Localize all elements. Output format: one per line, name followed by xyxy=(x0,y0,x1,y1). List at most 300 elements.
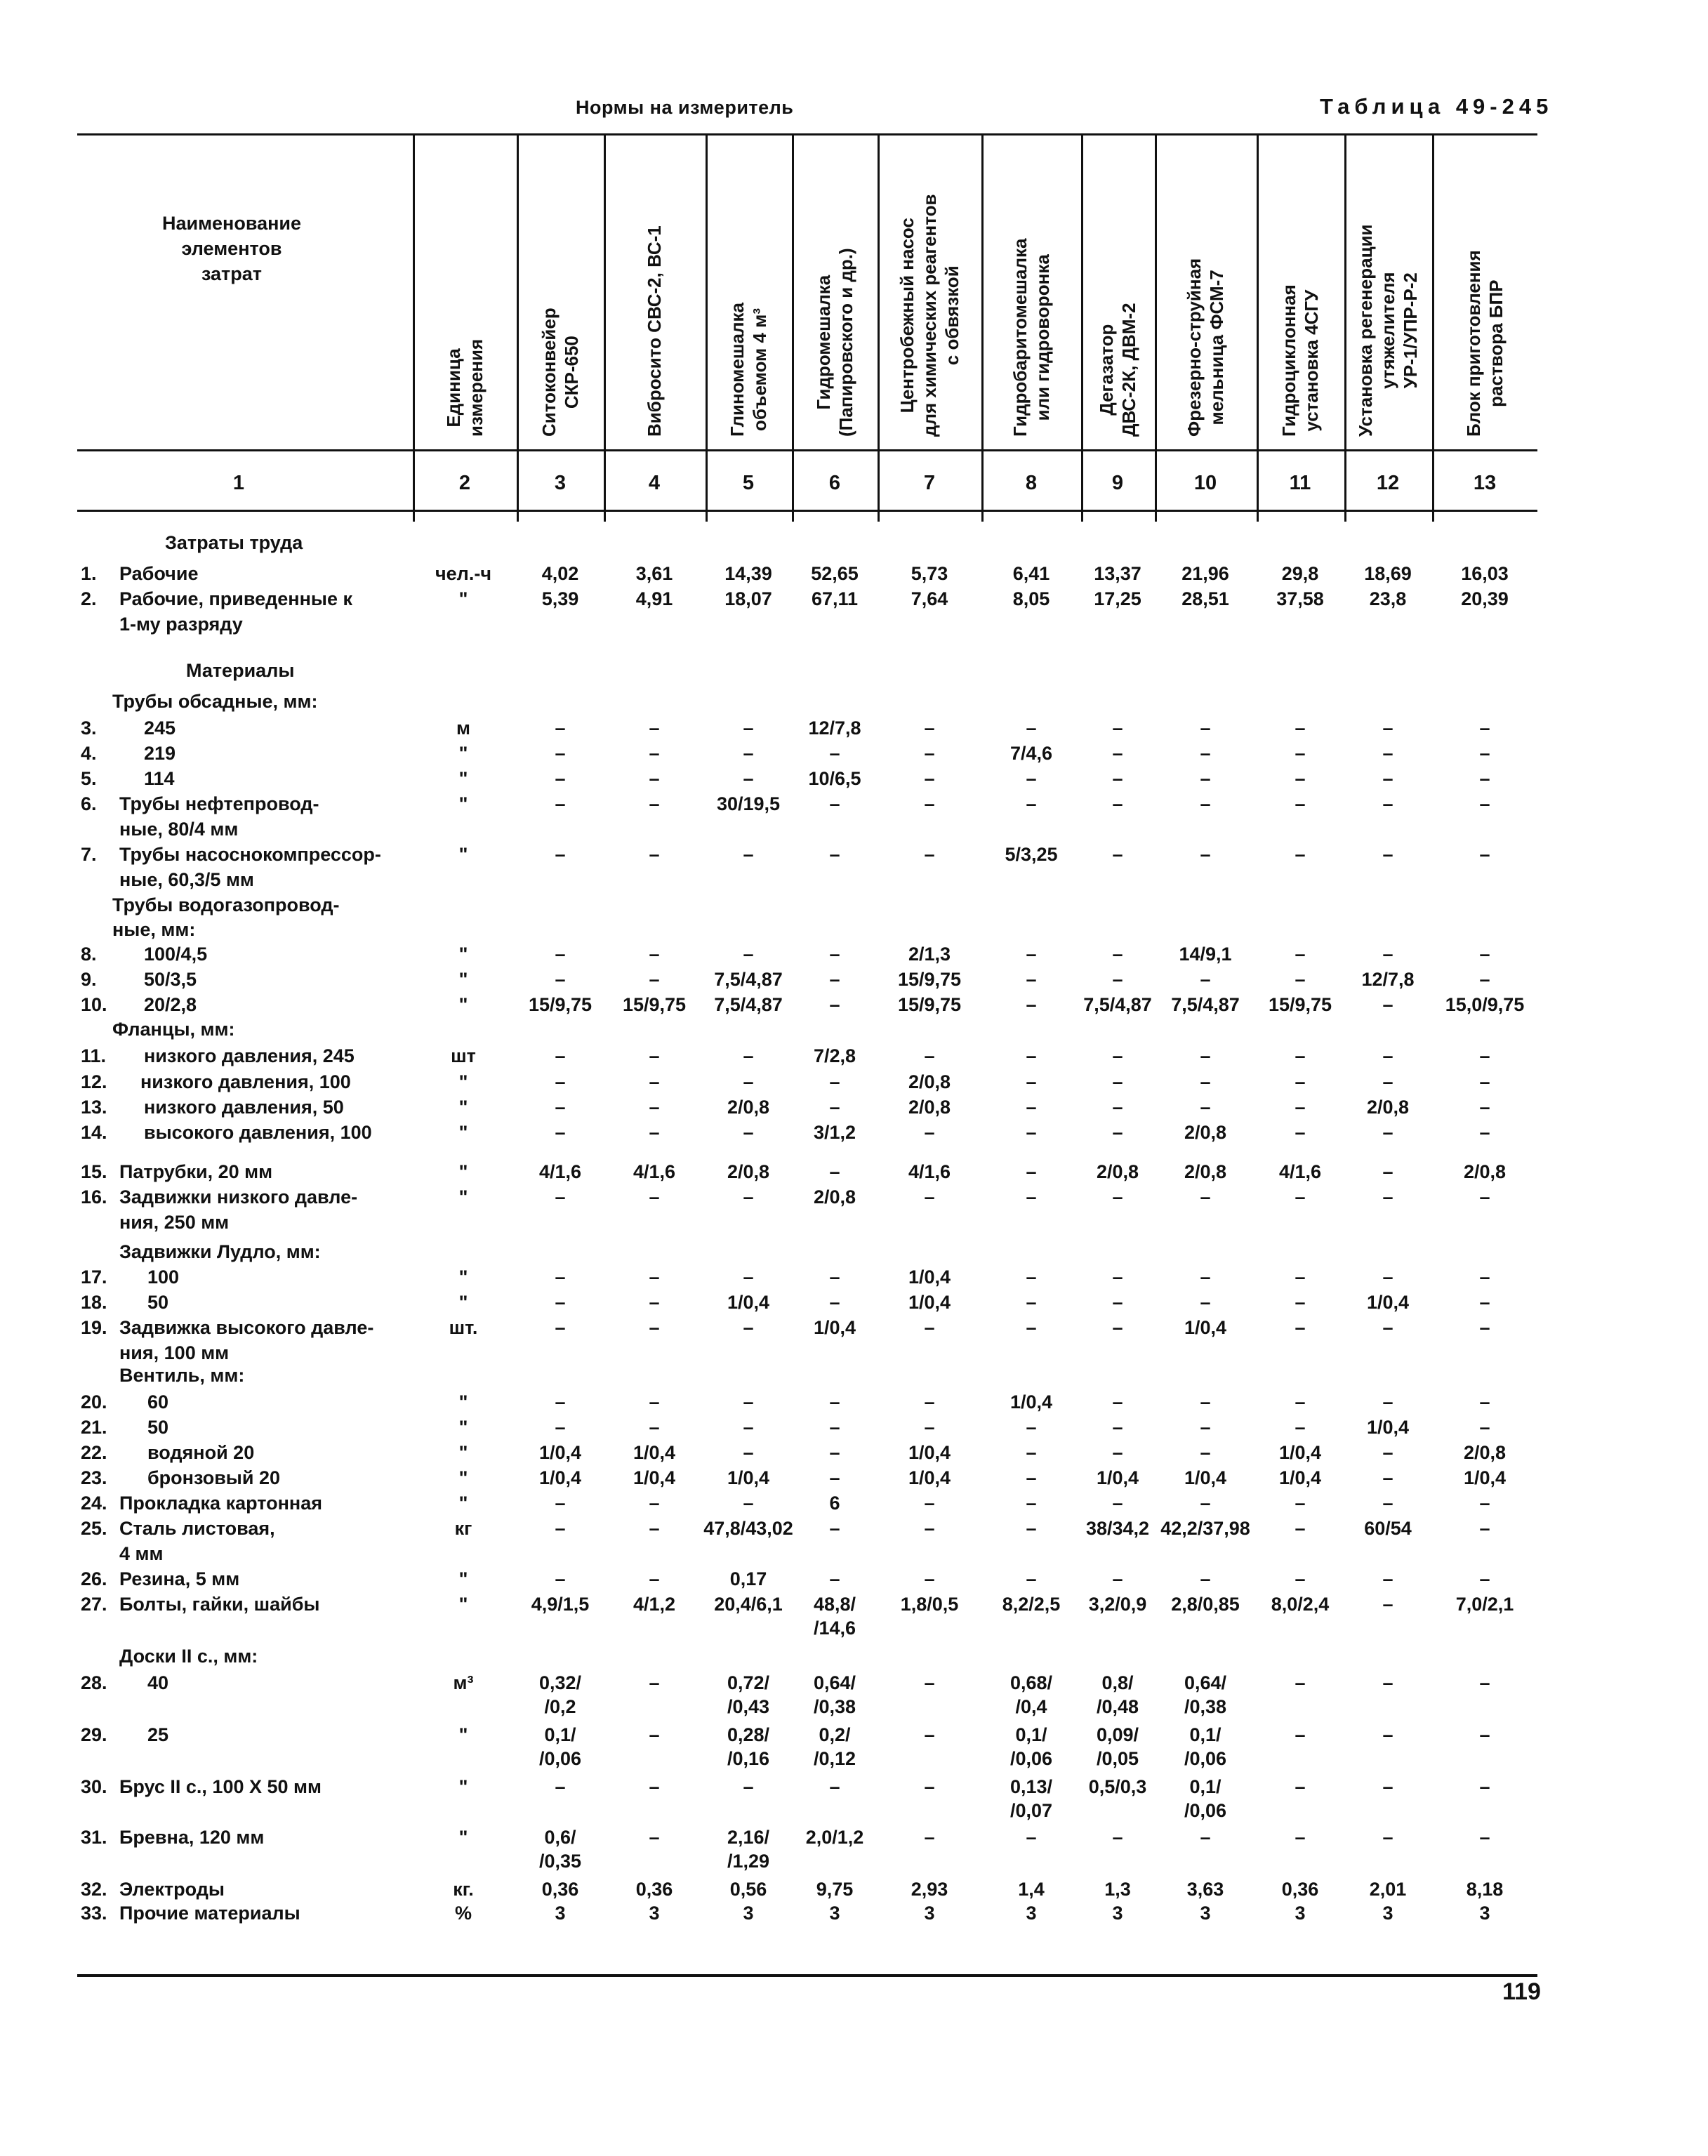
row-value: – xyxy=(1112,969,1123,990)
row-value: 18,07 xyxy=(724,588,772,609)
row-value: 2/1,3 xyxy=(908,944,951,965)
row-value-multiline: 0,72/ /0,43 xyxy=(727,1672,770,1717)
row-value-multiline: 0,64/ /0,38 xyxy=(813,1672,856,1717)
column-head-name xyxy=(98,211,365,286)
column-head-8 xyxy=(1009,239,1054,437)
row-value: – xyxy=(743,844,754,865)
row-value: – xyxy=(1479,793,1490,814)
row-value: – xyxy=(1026,1161,1037,1182)
row-value: 1/0,4 xyxy=(813,1317,856,1338)
row-unit: " xyxy=(458,1391,468,1413)
row-value: 12/7,8 xyxy=(808,717,861,739)
row-value: – xyxy=(1382,844,1393,865)
column-head-line: утяжелителя xyxy=(1377,272,1398,390)
row-value: – xyxy=(1295,1292,1306,1313)
row-value: – xyxy=(924,1724,935,1745)
column-head-line: мельница ФСМ-7 xyxy=(1206,270,1227,425)
row-value: 1,8/0,5 xyxy=(900,1594,959,1615)
row-number: 21. xyxy=(81,1417,107,1438)
row-value: – xyxy=(924,1776,935,1797)
column-divider xyxy=(413,135,415,510)
row-name: 60 xyxy=(147,1391,169,1413)
row-value: – xyxy=(1479,1568,1490,1589)
row-number: 7. xyxy=(81,844,97,865)
row-value: 0,5/0,3 xyxy=(1088,1776,1147,1797)
column-number: 5 xyxy=(742,472,755,494)
row-value: – xyxy=(1382,1724,1393,1745)
row-value: – xyxy=(1479,1292,1490,1313)
row-unit: " xyxy=(458,944,468,965)
subsection-boards: Доски II с., мм: xyxy=(119,1646,258,1667)
column-head-line: Гидроциклонная xyxy=(1278,284,1299,437)
row-value: – xyxy=(1479,1267,1490,1288)
row-value: – xyxy=(1200,793,1211,814)
row-value: – xyxy=(1026,1267,1037,1288)
row-value: – xyxy=(1479,1391,1490,1413)
row-value-multiline: 0,1/ /0,06 xyxy=(1184,1724,1227,1769)
column-head-3 xyxy=(538,307,583,437)
row-value: – xyxy=(1026,1417,1037,1438)
row-value: – xyxy=(1479,1724,1490,1745)
row-value: 2/0,8 xyxy=(727,1161,770,1182)
row-value: – xyxy=(1479,1518,1490,1539)
column-number: 8 xyxy=(1025,472,1038,494)
row-value: – xyxy=(1479,1417,1490,1438)
row-unit: " xyxy=(458,994,468,1015)
row-value: – xyxy=(829,969,840,990)
row-value: 28,51 xyxy=(1181,588,1229,609)
row-name: Задвижка высокого давле- xyxy=(119,1317,374,1338)
column-head-line: Глиномешалка xyxy=(727,302,748,437)
row-value: – xyxy=(1112,1493,1123,1514)
column-head-6 xyxy=(812,248,857,437)
row-value-multiline: 2,16/ /1,29 xyxy=(727,1827,770,1872)
row-value: – xyxy=(649,1417,660,1438)
row-value: 4,91 xyxy=(635,588,673,609)
row-value: – xyxy=(1026,1097,1037,1118)
row-value: – xyxy=(743,1122,754,1143)
row-number: 18. xyxy=(81,1292,107,1313)
column-head-line: Установка регенерации xyxy=(1355,224,1376,437)
row-value: – xyxy=(555,844,566,865)
column-head-line: ДВС-2К, ДВМ-2 xyxy=(1118,303,1139,437)
row-value: – xyxy=(743,1045,754,1066)
column-divider-tick xyxy=(1081,512,1083,522)
row-name-cont: ния, 250 мм xyxy=(119,1212,230,1233)
row-value: – xyxy=(829,1391,840,1413)
row-value: 4/1,6 xyxy=(1278,1161,1322,1182)
row-value: – xyxy=(1382,1122,1393,1143)
row-value: – xyxy=(1026,1518,1037,1539)
column-head-10 xyxy=(1183,258,1228,437)
row-value: – xyxy=(555,743,566,764)
row-value: – xyxy=(1295,1317,1306,1338)
column-divider-tick xyxy=(981,512,984,522)
row-value: – xyxy=(924,1493,935,1514)
row-value: – xyxy=(649,1097,660,1118)
row-value: – xyxy=(1112,1417,1123,1438)
row-value: 1/0,4 xyxy=(1366,1292,1410,1313)
row-value: – xyxy=(1200,1186,1211,1208)
row-value: – xyxy=(649,717,660,739)
row-value: – xyxy=(1479,1045,1490,1066)
row-value: 1/0,4 xyxy=(1096,1467,1139,1488)
row-value: 14,39 xyxy=(724,563,772,584)
row-name: Электроды xyxy=(119,1879,225,1900)
row-value: – xyxy=(649,844,660,865)
row-number: 22. xyxy=(81,1442,107,1463)
column-head-7 xyxy=(896,194,963,437)
row-unit: " xyxy=(458,1594,468,1615)
row-value: – xyxy=(1026,1317,1037,1338)
row-unit: " xyxy=(458,1097,468,1118)
column-number: 2 xyxy=(458,472,471,494)
row-value: – xyxy=(1026,793,1037,814)
row-value: – xyxy=(1295,1071,1306,1092)
row-name: 50/3,5 xyxy=(144,969,197,990)
row-number: 13. xyxy=(81,1097,107,1118)
row-value: – xyxy=(1295,1267,1306,1288)
row-name: 114 xyxy=(144,768,175,789)
row-value: – xyxy=(555,1186,566,1208)
row-value: 1/0,4 xyxy=(538,1467,582,1488)
row-value: – xyxy=(555,1417,566,1438)
row-number: 28. xyxy=(81,1672,107,1693)
row-value: – xyxy=(1382,1267,1393,1288)
row-value: 1/0,4 xyxy=(727,1292,770,1313)
row-name: Болты, гайки, шайбы xyxy=(119,1594,320,1615)
row-value: – xyxy=(1200,1442,1211,1463)
row-value: – xyxy=(743,743,754,764)
column-head-12 xyxy=(1354,224,1422,437)
row-value: – xyxy=(1479,1097,1490,1118)
row-value: – xyxy=(1200,1417,1211,1438)
row-value: – xyxy=(555,1071,566,1092)
row-value-multiline: 0,8/ /0,48 xyxy=(1096,1672,1139,1717)
bottom-rule xyxy=(77,1974,1537,1977)
row-number: 8. xyxy=(81,944,97,965)
row-number: 26. xyxy=(81,1568,107,1589)
row-value: – xyxy=(1382,1186,1393,1208)
row-value: – xyxy=(924,1317,935,1338)
column-number: 4 xyxy=(648,472,661,494)
row-value: 15/9,75 xyxy=(1268,994,1332,1015)
row-value: – xyxy=(649,1493,660,1514)
row-value-multiline: 0,64/ /0,38 xyxy=(1184,1672,1227,1717)
row-value: – xyxy=(555,1493,566,1514)
row-value: 5/3,25 xyxy=(1005,844,1058,865)
row-number: 25. xyxy=(81,1518,107,1539)
column-divider xyxy=(1155,135,1157,510)
column-head-line: измерения xyxy=(465,338,486,437)
row-name: 50 xyxy=(147,1292,169,1313)
row-value: – xyxy=(1112,1186,1123,1208)
row-value: 2,8/0,85 xyxy=(1171,1594,1240,1615)
row-value: 4,9/1,5 xyxy=(531,1594,590,1615)
row-name: бронзовый 20 xyxy=(147,1467,280,1488)
row-value: – xyxy=(1112,1391,1123,1413)
row-unit: шт xyxy=(451,1045,476,1066)
column-divider xyxy=(981,135,984,510)
row-name: 100/4,5 xyxy=(144,944,208,965)
row-unit: " xyxy=(458,1071,468,1092)
row-value: 1/0,4 xyxy=(908,1467,951,1488)
row-value: 1/0,4 xyxy=(1366,1417,1410,1438)
row-value: 2/0,8 xyxy=(1463,1161,1507,1182)
row-value: – xyxy=(555,793,566,814)
row-name: Рабочие, приведенные к xyxy=(119,588,352,609)
row-value-multiline: 0,28/ /0,16 xyxy=(727,1724,770,1769)
row-name: Трубы насоснокомпрессор- xyxy=(119,844,381,865)
row-value: – xyxy=(743,1776,754,1797)
row-unit: " xyxy=(458,1568,468,1589)
row-value: – xyxy=(829,1776,840,1797)
row-value-multiline: 0,1/ /0,06 xyxy=(538,1724,582,1769)
row-value: – xyxy=(1026,717,1037,739)
row-value: – xyxy=(555,1122,566,1143)
row-value: 16,03 xyxy=(1461,563,1509,584)
row-value: – xyxy=(743,1186,754,1208)
row-value: 2/0,8 xyxy=(1184,1161,1227,1182)
row-value: – xyxy=(1382,1442,1393,1463)
row-unit: " xyxy=(458,768,468,789)
row-value: – xyxy=(1382,793,1393,814)
row-unit: % xyxy=(454,1903,472,1924)
row-value: 2/0,8 xyxy=(1366,1097,1410,1118)
row-value: – xyxy=(649,1776,660,1797)
row-value: 4,02 xyxy=(541,563,579,584)
row-value: 4/1,6 xyxy=(633,1161,676,1182)
row-value: – xyxy=(1295,844,1306,865)
row-name-cont: ные, 60,3/5 мм xyxy=(119,869,254,890)
column-divider xyxy=(878,135,880,510)
row-value: 5,73 xyxy=(911,563,948,584)
row-value: – xyxy=(1026,994,1037,1015)
row-value-multiline: 0,1/ /0,06 xyxy=(1009,1724,1053,1769)
row-value: 1/0,4 xyxy=(908,1442,951,1463)
row-value: – xyxy=(555,1391,566,1413)
row-value: 42,2/37,98 xyxy=(1160,1518,1250,1539)
row-value: – xyxy=(829,743,840,764)
row-name: 50 xyxy=(147,1417,169,1438)
row-value: – xyxy=(1200,1391,1211,1413)
row-value: – xyxy=(555,1568,566,1589)
row-value: 4/1,6 xyxy=(908,1161,951,1182)
column-head-11 xyxy=(1278,284,1323,437)
row-value: – xyxy=(1200,743,1211,764)
column-divider-tick xyxy=(604,512,606,522)
row-name: низкого давления, 100 xyxy=(140,1071,351,1092)
row-value: 6 xyxy=(829,1493,840,1514)
row-value: – xyxy=(1200,1827,1211,1848)
row-unit: чел.-ч xyxy=(435,563,491,584)
column-divider-tick xyxy=(517,512,519,522)
row-value: – xyxy=(1479,1186,1490,1208)
row-value: – xyxy=(1295,1827,1306,1848)
row-value: – xyxy=(1112,743,1123,764)
row-value: – xyxy=(924,743,935,764)
row-value: – xyxy=(924,717,935,739)
row-value: – xyxy=(1479,1317,1490,1338)
row-value: 3 xyxy=(555,1903,566,1924)
row-value: – xyxy=(1112,1097,1123,1118)
row-value: 6,41 xyxy=(1012,563,1050,584)
row-value: 1/0,4 xyxy=(1278,1442,1322,1463)
row-number: 17. xyxy=(81,1267,107,1288)
row-number: 10. xyxy=(81,994,107,1015)
row-value: – xyxy=(829,1292,840,1313)
row-value: 60/54 xyxy=(1364,1518,1412,1539)
row-value: – xyxy=(829,1467,840,1488)
row-value: – xyxy=(649,1724,660,1745)
row-name: Задвижки низкого давле- xyxy=(119,1186,358,1208)
row-unit: " xyxy=(458,1186,468,1208)
row-value: – xyxy=(743,1071,754,1092)
row-unit: " xyxy=(458,743,468,764)
row-value: – xyxy=(1479,1493,1490,1514)
row-value: 8,2/2,5 xyxy=(1002,1594,1061,1615)
row-value: 7/2,8 xyxy=(813,1045,856,1066)
row-unit: " xyxy=(458,1467,468,1488)
column-divider-tick xyxy=(1155,512,1157,522)
column-head-line: затрат xyxy=(201,263,263,284)
row-number: 27. xyxy=(81,1594,107,1615)
row-value: – xyxy=(743,944,754,965)
column-head-line: Гидробаритомешалка xyxy=(1009,238,1031,437)
row-value: 2/0,8 xyxy=(727,1097,770,1118)
row-value: – xyxy=(924,793,935,814)
row-value: 3 xyxy=(1382,1903,1393,1924)
row-value-multiline: 48,8/ /14,6 xyxy=(813,1594,856,1639)
row-value: – xyxy=(1382,768,1393,789)
row-value: – xyxy=(649,944,660,965)
row-value: – xyxy=(1026,1045,1037,1066)
row-value: 1/0,4 xyxy=(908,1292,951,1313)
row-value: – xyxy=(1200,1493,1211,1514)
row-name: Прочие материалы xyxy=(119,1903,300,1924)
row-name: Сталь листовая, xyxy=(119,1518,275,1539)
row-value: – xyxy=(1112,1442,1123,1463)
row-unit: кг xyxy=(454,1518,472,1539)
row-name: Брус II с., 100 X 50 мм xyxy=(119,1776,322,1797)
row-value: 12/7,8 xyxy=(1361,969,1415,990)
row-value: – xyxy=(1382,1493,1393,1514)
row-value: – xyxy=(1479,1827,1490,1848)
row-value: – xyxy=(1295,717,1306,739)
row-value: 3 xyxy=(743,1903,754,1924)
row-number: 9. xyxy=(81,969,97,990)
row-value: – xyxy=(649,1391,660,1413)
subsection-ventil: Вентиль, мм: xyxy=(119,1365,245,1386)
column-head-line: Наименование xyxy=(161,213,302,234)
column-number: 7 xyxy=(923,472,936,494)
column-head-5 xyxy=(726,303,771,437)
row-value: – xyxy=(1382,994,1393,1015)
row-unit: " xyxy=(458,1776,468,1797)
row-value: 5,39 xyxy=(541,588,579,609)
row-name: 40 xyxy=(147,1672,169,1693)
row-value: 3 xyxy=(829,1903,840,1924)
row-value: 15/9,75 xyxy=(528,994,592,1015)
row-value: 15/9,75 xyxy=(897,994,962,1015)
row-name: Резина, 5 мм xyxy=(119,1568,240,1589)
row-value: – xyxy=(1479,1672,1490,1693)
row-value: 2/0,8 xyxy=(813,1186,856,1208)
row-value: – xyxy=(1382,1672,1393,1693)
row-value: – xyxy=(1026,1292,1037,1313)
row-value: – xyxy=(1479,1776,1490,1797)
colnum-bottom-rule xyxy=(77,510,1537,512)
row-value: 15,0/9,75 xyxy=(1445,994,1525,1015)
column-divider-tick xyxy=(792,512,794,522)
row-value: 1,4 xyxy=(1018,1879,1045,1900)
row-value: – xyxy=(1026,1568,1037,1589)
row-name: 245 xyxy=(144,717,176,739)
row-name: водяной 20 xyxy=(147,1442,255,1463)
row-value: – xyxy=(1382,1594,1393,1615)
row-name: Рабочие xyxy=(119,563,199,584)
row-value: – xyxy=(555,768,566,789)
row-value: – xyxy=(1112,1267,1123,1288)
row-value: 3 xyxy=(1026,1903,1037,1924)
row-value: 3 xyxy=(1112,1903,1123,1924)
row-value: – xyxy=(743,1417,754,1438)
row-number: 1. xyxy=(81,563,97,584)
row-value: – xyxy=(649,743,660,764)
row-value: – xyxy=(555,1045,566,1066)
row-value: 2/0,8 xyxy=(1463,1442,1507,1463)
column-number: 12 xyxy=(1376,472,1400,494)
row-value: – xyxy=(1200,1045,1211,1066)
row-value: – xyxy=(829,793,840,814)
row-value: 2/0,8 xyxy=(908,1071,951,1092)
row-unit: м³ xyxy=(453,1672,474,1693)
row-name: низкого давления, 245 xyxy=(144,1045,355,1066)
row-unit: " xyxy=(458,1161,468,1182)
row-value: – xyxy=(924,1672,935,1693)
row-value: 7,64 xyxy=(911,588,948,609)
row-value: – xyxy=(1479,969,1490,990)
row-value: – xyxy=(1479,743,1490,764)
row-value: – xyxy=(743,1493,754,1514)
column-head-line: для химических реагентов xyxy=(919,194,940,437)
row-value: 1,3 xyxy=(1104,1879,1131,1900)
column-divider-tick xyxy=(1432,512,1434,522)
row-value: 15/9,75 xyxy=(622,994,687,1015)
column-number: 3 xyxy=(554,472,567,494)
row-value: 30/19,5 xyxy=(716,793,781,814)
row-value: – xyxy=(1026,768,1037,789)
column-head-line: Фрезерно-струйная xyxy=(1184,258,1205,437)
section-materials: Материалы xyxy=(186,660,295,681)
row-name: Бревна, 120 мм xyxy=(119,1827,265,1848)
row-value: – xyxy=(1479,717,1490,739)
row-value: – xyxy=(1112,1045,1123,1066)
row-value: – xyxy=(924,1417,935,1438)
row-number: 30. xyxy=(81,1776,107,1797)
row-value: 0,56 xyxy=(729,1879,767,1900)
row-value: – xyxy=(1295,1045,1306,1066)
row-value: 1/0,4 xyxy=(538,1442,582,1463)
row-number: 2. xyxy=(81,588,97,609)
row-value: – xyxy=(1026,1442,1037,1463)
row-value: – xyxy=(924,1045,935,1066)
column-number: 10 xyxy=(1193,472,1217,494)
row-value: 4/1,2 xyxy=(633,1594,676,1615)
row-value: – xyxy=(555,1097,566,1118)
row-value: – xyxy=(1479,1071,1490,1092)
row-value: – xyxy=(1295,1724,1306,1745)
